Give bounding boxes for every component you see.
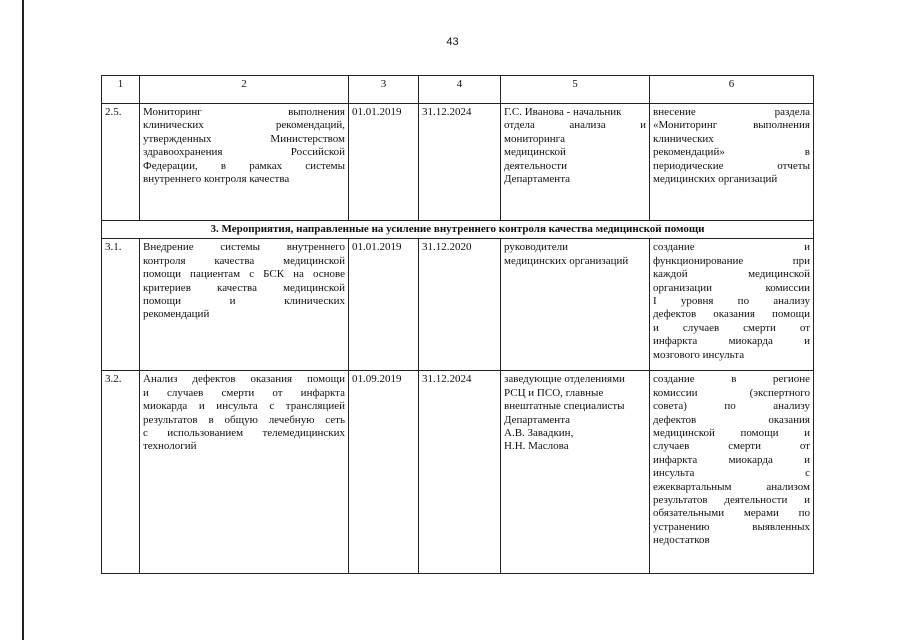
event-line: контроля качества медицинской xyxy=(143,254,345,267)
event-line: здравоохранения Российской xyxy=(143,146,345,159)
row-number: 2.5. xyxy=(102,104,140,221)
responsible-line: деятельности xyxy=(504,159,567,172)
result-line: рекомендаций» в xyxy=(653,146,810,159)
result-line: создание в регионе xyxy=(653,373,810,386)
table-row-2-5 xyxy=(102,104,814,221)
result-line: каждой медицинской xyxy=(653,268,810,281)
result-line: совета) по анализу xyxy=(653,400,810,413)
column-number-header xyxy=(102,76,814,104)
event-line: технологий xyxy=(143,440,197,453)
event-line: утвержденных Министерством xyxy=(143,132,345,145)
event-line: Внедрение системы внутреннего xyxy=(143,241,345,254)
responsible-line: внештатные специалисты xyxy=(504,400,625,413)
event-line: внутреннего контроля качества xyxy=(143,173,290,186)
end-date: 31.12.2024 xyxy=(419,371,501,574)
responsible-cell xyxy=(501,239,650,371)
result-line: «Мониторинг выполнения xyxy=(653,119,810,132)
start-date: 01.09.2019 xyxy=(349,371,419,574)
result-line: внесение раздела xyxy=(653,106,810,118)
end-date: 31.12.2020 xyxy=(419,239,501,371)
event-cell xyxy=(140,104,349,221)
responsible-line: медицинской xyxy=(504,146,566,159)
result-line: организации комиссии xyxy=(653,281,810,294)
event-line: миокарда и инсульта с трансляцией xyxy=(143,400,345,413)
result-line: медицинской помощи и xyxy=(653,427,810,440)
event-line: и случаев смерти от инфаркта xyxy=(143,386,345,399)
event-line: Анализ дефектов оказания помощи xyxy=(143,373,345,386)
event-line: критериев качества медицинской xyxy=(143,281,345,294)
header-cell: 3 xyxy=(349,76,419,104)
result-line: комиссии (экспертного xyxy=(653,386,810,399)
event-line: клинических рекомендаций, xyxy=(143,119,345,132)
responsible-line: А.В. Завадкин, xyxy=(504,427,574,440)
header-cell: 2 xyxy=(140,76,349,104)
responsible-line: Н.Н. Маслова xyxy=(504,440,569,453)
result-line: медицинских организаций xyxy=(653,173,778,186)
event-line: Мониторинг выполнения xyxy=(143,106,345,118)
result-line: дефектов оказания xyxy=(653,413,810,426)
responsible-line: руководители xyxy=(504,241,568,254)
table-row-3-1 xyxy=(102,239,814,371)
result-line: клинических xyxy=(653,132,714,145)
responsible-line: Департамента xyxy=(504,173,571,186)
result-line: дефектов оказания помощи xyxy=(653,308,810,321)
event-line: помощи пациентам с БСК на основе xyxy=(143,268,345,281)
result-line: недостатков xyxy=(653,534,710,547)
responsible-cell xyxy=(501,104,650,221)
header-cell: 6 xyxy=(650,76,814,104)
header-cell: 5 xyxy=(501,76,650,104)
start-date: 01.01.2019 xyxy=(349,104,419,221)
result-line: случаев смерти от xyxy=(653,440,810,453)
start-date: 01.01.2019 xyxy=(349,239,419,371)
section-3-heading-row xyxy=(102,221,814,239)
activity-plan-table xyxy=(101,75,814,574)
result-line: мозгового инсульта xyxy=(653,348,745,361)
row-number: 3.1. xyxy=(102,239,140,371)
event-cell xyxy=(140,371,349,574)
event-line: результатов в общую лечебную сеть xyxy=(143,413,345,426)
responsible-line: отдела анализа и xyxy=(504,119,646,132)
responsible-line: заведующие отделениями xyxy=(504,373,625,386)
header-cell: 4 xyxy=(419,76,501,104)
page-left-border xyxy=(22,0,24,640)
responsible-line: Департамента xyxy=(504,413,571,426)
table-row-3-2 xyxy=(102,371,814,574)
result-line: I уровня по анализу xyxy=(653,295,810,308)
result-line: и случаев смерти от xyxy=(653,321,810,334)
event-line: рекомендаций xyxy=(143,308,210,321)
result-line: инфаркта миокарда и xyxy=(653,453,810,466)
result-line: периодические отчеты xyxy=(653,159,810,172)
result-line: результатов деятельности и xyxy=(653,494,810,507)
event-line: с использованием телемедицинских xyxy=(143,427,345,440)
end-date: 31.12.2024 xyxy=(419,104,501,221)
result-line: функционирование при xyxy=(653,254,810,267)
row-number: 3.2. xyxy=(102,371,140,574)
result-cell xyxy=(650,239,814,371)
responsible-line: медицинских организаций xyxy=(504,254,629,267)
page-number: 43 xyxy=(446,36,459,48)
responsible-cell xyxy=(501,371,650,574)
result-line: обязательными мерами по xyxy=(653,507,810,520)
result-cell xyxy=(650,371,814,574)
result-line: устранению выявленных xyxy=(653,520,810,533)
result-line: создание и xyxy=(653,241,810,254)
section-3-title: 3. Мероприятия, направленные на усиление внутреннего контроля качества медицинской помощи xyxy=(102,221,814,239)
responsible-line: мониторинга xyxy=(504,132,566,145)
header-cell: 1 xyxy=(102,76,140,104)
responsible-line: Г.С. Иванова - начальник xyxy=(504,106,622,118)
responsible-line: РСЦ и ПСО, главные xyxy=(504,386,604,399)
result-cell xyxy=(650,104,814,221)
result-line: инсульта с xyxy=(653,467,810,480)
event-line: Федерации, в рамках системы xyxy=(143,159,345,172)
event-line: помощи и клинических xyxy=(143,295,345,308)
result-line: ежеквартальным анализом xyxy=(653,480,810,493)
result-line: инфаркта миокарда и xyxy=(653,335,810,348)
event-cell xyxy=(140,239,349,371)
